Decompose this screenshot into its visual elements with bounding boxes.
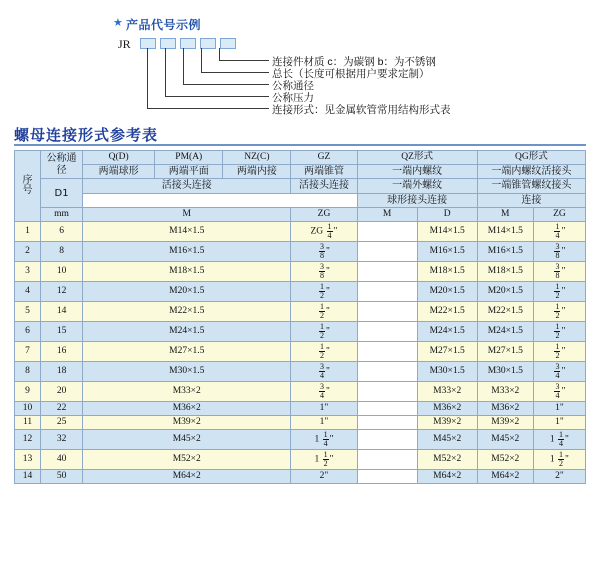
cell-seq: 8 (15, 362, 41, 382)
table-row (15, 262, 586, 282)
header-unit-zg-qg: ZG (533, 208, 585, 222)
cell-dn: 8 (41, 242, 83, 262)
cell-qz-d: M52×2 (417, 450, 477, 470)
table-row (15, 242, 586, 262)
cell-dn: 40 (41, 450, 83, 470)
table-header-row-1 (15, 151, 586, 165)
product-prefix: JR (118, 37, 131, 51)
header-group-pma: PM(A) (155, 151, 223, 165)
cell-seq: 11 (15, 416, 41, 430)
cell-qg-zg: 1 $\frac{1}{2}$ " (533, 450, 585, 470)
cell-m-left: M18×1.5 (83, 262, 291, 282)
cell-qz-d: M14×1.5 (417, 222, 477, 242)
cell-qg-m: M18×1.5 (477, 262, 533, 282)
code-boxes (140, 38, 236, 49)
cell-qg-zg: 1" (533, 416, 585, 430)
cell-m-left: M30×1.5 (83, 362, 291, 382)
cell-seq: 3 (15, 262, 41, 282)
cell-qz-d: M24×1.5 (417, 322, 477, 342)
header-qz-thread: 一端外螺纹 (357, 179, 477, 194)
diagram-title: 产品代号示例 (126, 18, 202, 32)
cell-qz-d: M45×2 (417, 430, 477, 450)
cell-seq: 1 (15, 222, 41, 242)
cell-qz-m (357, 402, 417, 416)
legend-length: 总长（长度可根据用户要求定制） (272, 68, 430, 80)
cell-zg-gz: $\frac{3}{4}$ " (291, 382, 357, 402)
cell-qz-m (357, 222, 417, 242)
header-qg-connection: 连接 (477, 193, 585, 208)
cell-dn: 25 (41, 416, 83, 430)
cell-qg-zg: $\frac{1}{2}$ " (533, 322, 585, 342)
table-header-row-2 (15, 164, 586, 179)
cell-qz-m (357, 242, 417, 262)
header-unit-zg-gz: ZG (291, 208, 357, 222)
cell-qz-m (357, 282, 417, 302)
cell-qz-m (357, 450, 417, 470)
cell-seq: 12 (15, 430, 41, 450)
cell-dn: 32 (41, 430, 83, 450)
code-box-4 (200, 38, 216, 49)
cell-qg-zg: $\frac{3}{8}$ " (533, 242, 585, 262)
cell-qg-zg: $\frac{3}{4}$ " (533, 362, 585, 382)
cell-qz-d: M16×1.5 (417, 242, 477, 262)
cell-qz-m (357, 470, 417, 484)
cell-m-left: M36×2 (83, 402, 291, 416)
header-unit-d-qz: D (417, 208, 477, 222)
cell-qg-zg: 2" (533, 470, 585, 484)
table-row (15, 362, 586, 382)
cell-dn: 14 (41, 302, 83, 322)
cell-seq: 4 (15, 282, 41, 302)
header-qg-thread: 一端锥管螺纹接头 (477, 179, 585, 194)
table-row (15, 322, 586, 342)
cell-qg-m: M24×1.5 (477, 322, 533, 342)
cell-m-left: M39×2 (83, 416, 291, 430)
cell-qz-d: M33×2 (417, 382, 477, 402)
table-row (15, 282, 586, 302)
cell-seq: 7 (15, 342, 41, 362)
cell-seq: 13 (15, 450, 41, 470)
cell-dn: 10 (41, 262, 83, 282)
cell-m-left: M27×1.5 (83, 342, 291, 362)
cell-zg-gz: $\frac{1}{2}$ " (291, 322, 357, 342)
cell-dn: 20 (41, 382, 83, 402)
cell-qg-m: M14×1.5 (477, 222, 533, 242)
code-box-2 (160, 38, 176, 49)
table-row (15, 430, 586, 450)
cell-qz-d: M64×2 (417, 470, 477, 484)
code-box-5 (220, 38, 236, 49)
cell-qg-m: M36×2 (477, 402, 533, 416)
cell-dn: 12 (41, 282, 83, 302)
cell-qg-zg: 1 $\frac{1}{4}$ " (533, 430, 585, 450)
cell-qz-m (357, 416, 417, 430)
cell-dn: 16 (41, 342, 83, 362)
header-qd-desc: 两端球形 (83, 164, 155, 179)
cell-qg-m: M33×2 (477, 382, 533, 402)
cell-qg-zg: 1" (533, 402, 585, 416)
leader-h-2 (201, 72, 269, 73)
cell-zg-gz: $\frac{3}{8}$ " (291, 242, 357, 262)
cell-qz-d: M22×1.5 (417, 302, 477, 322)
leader-h-5 (147, 108, 269, 109)
cell-qz-d: M36×2 (417, 402, 477, 416)
cell-qz-d: M27×1.5 (417, 342, 477, 362)
cell-seq: 9 (15, 382, 41, 402)
cell-seq: 6 (15, 322, 41, 342)
cell-zg-gz: $\frac{1}{2}$ " (291, 342, 357, 362)
cell-m-left: M22×1.5 (83, 302, 291, 322)
table-row (15, 416, 586, 430)
cell-qg-m: M45×2 (477, 430, 533, 450)
table-body (15, 222, 586, 484)
cell-zg-gz: $\frac{3}{4}$ " (291, 362, 357, 382)
code-box-1 (140, 38, 156, 49)
table-header-row-4 (15, 193, 586, 208)
table-row (15, 382, 586, 402)
star-icon: ★ (113, 17, 123, 29)
header-seq (15, 151, 41, 222)
header-group-qg: QG形式 (477, 151, 585, 165)
header-unit-m-qz: M (357, 208, 417, 222)
cell-qg-zg: $\frac{1}{2}$ " (533, 282, 585, 302)
header-gz-desc: 两端锥管 (291, 164, 357, 179)
cell-qg-m: M39×2 (477, 416, 533, 430)
cell-seq: 5 (15, 302, 41, 322)
cell-qz-m (357, 362, 417, 382)
cell-m-left: M20×1.5 (83, 282, 291, 302)
header-left-connection: 活接头连接 (83, 179, 291, 194)
header-dn: 公称通径 (41, 151, 83, 179)
cell-qg-zg: $\frac{3}{8}$ " (533, 262, 585, 282)
product-code-diagram (0, 0, 600, 122)
header-group-qd: Q(D) (83, 151, 155, 165)
nut-connection-table (14, 150, 586, 484)
table-row (15, 302, 586, 322)
legend-nominal-pressure: 公称压力 (272, 92, 314, 104)
header-qz-ball-connection: 球形接头连接 (357, 193, 477, 208)
cell-qg-m: M20×1.5 (477, 282, 533, 302)
cell-m-left: M14×1.5 (83, 222, 291, 242)
cell-qg-m: M30×1.5 (477, 362, 533, 382)
header-group-nzc: NZ(C) (223, 151, 291, 165)
cell-dn: 15 (41, 322, 83, 342)
leader-line-1 (219, 48, 220, 60)
header-blank-span (83, 193, 357, 208)
table-header-row-3 (15, 179, 586, 194)
header-pma-desc: 两端平面 (155, 164, 223, 179)
table-row (15, 450, 586, 470)
cell-m-left: M24×1.5 (83, 322, 291, 342)
cell-qg-m: M52×2 (477, 450, 533, 470)
cell-qg-m: M16×1.5 (477, 242, 533, 262)
cell-dn: 18 (41, 362, 83, 382)
leader-line-2 (201, 48, 202, 72)
section-underline (14, 144, 586, 146)
cell-qz-d: M18×1.5 (417, 262, 477, 282)
cell-qz-m (357, 430, 417, 450)
cell-qg-zg: $\frac{1}{2}$ " (533, 342, 585, 362)
cell-qz-m (357, 382, 417, 402)
legend-material: 连接件材质 c：为碳钢 b：为不锈钢 (272, 56, 436, 68)
leader-line-5 (147, 48, 148, 108)
leader-h-4 (165, 96, 269, 97)
leader-h-1 (219, 60, 269, 61)
legend-nominal-diameter: 公称通径 (272, 80, 314, 92)
header-unit-mm: mm (41, 208, 83, 222)
cell-m-left: M52×2 (83, 450, 291, 470)
cell-seq: 2 (15, 242, 41, 262)
header-d1: D1 (41, 179, 83, 208)
cell-dn: 22 (41, 402, 83, 416)
cell-m-left: M33×2 (83, 382, 291, 402)
cell-qz-d: M30×1.5 (417, 362, 477, 382)
header-seq-char1: 序 (22, 174, 33, 186)
leader-line-3 (183, 48, 184, 84)
cell-zg-gz: 1 $\frac{1}{2}$ " (291, 450, 357, 470)
header-qz-desc: 一端内螺纹 (357, 164, 477, 179)
cell-zg-gz: 1" (291, 416, 357, 430)
cell-qg-zg: $\frac{1}{4}$ " (533, 222, 585, 242)
cell-m-left: M16×1.5 (83, 242, 291, 262)
cell-m-left: M64×2 (83, 470, 291, 484)
cell-qz-m (357, 322, 417, 342)
table-row (15, 342, 586, 362)
header-group-qz: QZ形式 (357, 151, 477, 165)
nut-connection-table-wrap (14, 150, 586, 484)
cell-qg-zg: $\frac{3}{4}$ " (533, 382, 585, 402)
table-header-row-5 (15, 208, 586, 222)
cell-qg-zg: $\frac{1}{2}$ " (533, 302, 585, 322)
cell-zg-gz: $\frac{1}{2}$ " (291, 282, 357, 302)
cell-zg-gz: ZG $\frac{1}{4}$ " (291, 222, 357, 242)
cell-qz-d: M20×1.5 (417, 282, 477, 302)
header-unit-m-left: M (83, 208, 291, 222)
cell-qz-m (357, 262, 417, 282)
cell-qg-m: M27×1.5 (477, 342, 533, 362)
header-gz-connection: 活接头连接 (291, 179, 357, 194)
cell-dn: 50 (41, 470, 83, 484)
header-group-gz: GZ (291, 151, 357, 165)
table-row (15, 222, 586, 242)
cell-seq: 10 (15, 402, 41, 416)
cell-qg-m: M22×1.5 (477, 302, 533, 322)
legend-connection-type: 连接形式：见金属软管常用结构形式表 (272, 104, 451, 116)
cell-zg-gz: $\frac{1}{2}$ " (291, 302, 357, 322)
header-seq-char2: 号 (22, 185, 33, 197)
cell-qg-m: M64×2 (477, 470, 533, 484)
header-nzc-desc: 两端内接 (223, 164, 291, 179)
cell-zg-gz: $\frac{3}{8}$ " (291, 262, 357, 282)
header-qg-desc: 一端内螺纹活接头 (477, 164, 585, 179)
cell-zg-gz: 2" (291, 470, 357, 484)
cell-qz-m (357, 342, 417, 362)
cell-zg-gz: 1 $\frac{1}{4}$ " (291, 430, 357, 450)
cell-qz-d: M39×2 (417, 416, 477, 430)
header-unit-m-qg: M (477, 208, 533, 222)
cell-dn: 6 (41, 222, 83, 242)
cell-seq: 14 (15, 470, 41, 484)
table-row (15, 402, 586, 416)
cell-qz-m (357, 302, 417, 322)
cell-zg-gz: 1" (291, 402, 357, 416)
leader-h-3 (183, 84, 269, 85)
leader-line-4 (165, 48, 166, 96)
section-title: 螺母连接形式参考表 (14, 127, 159, 144)
cell-m-left: M45×2 (83, 430, 291, 450)
table-row (15, 470, 586, 484)
